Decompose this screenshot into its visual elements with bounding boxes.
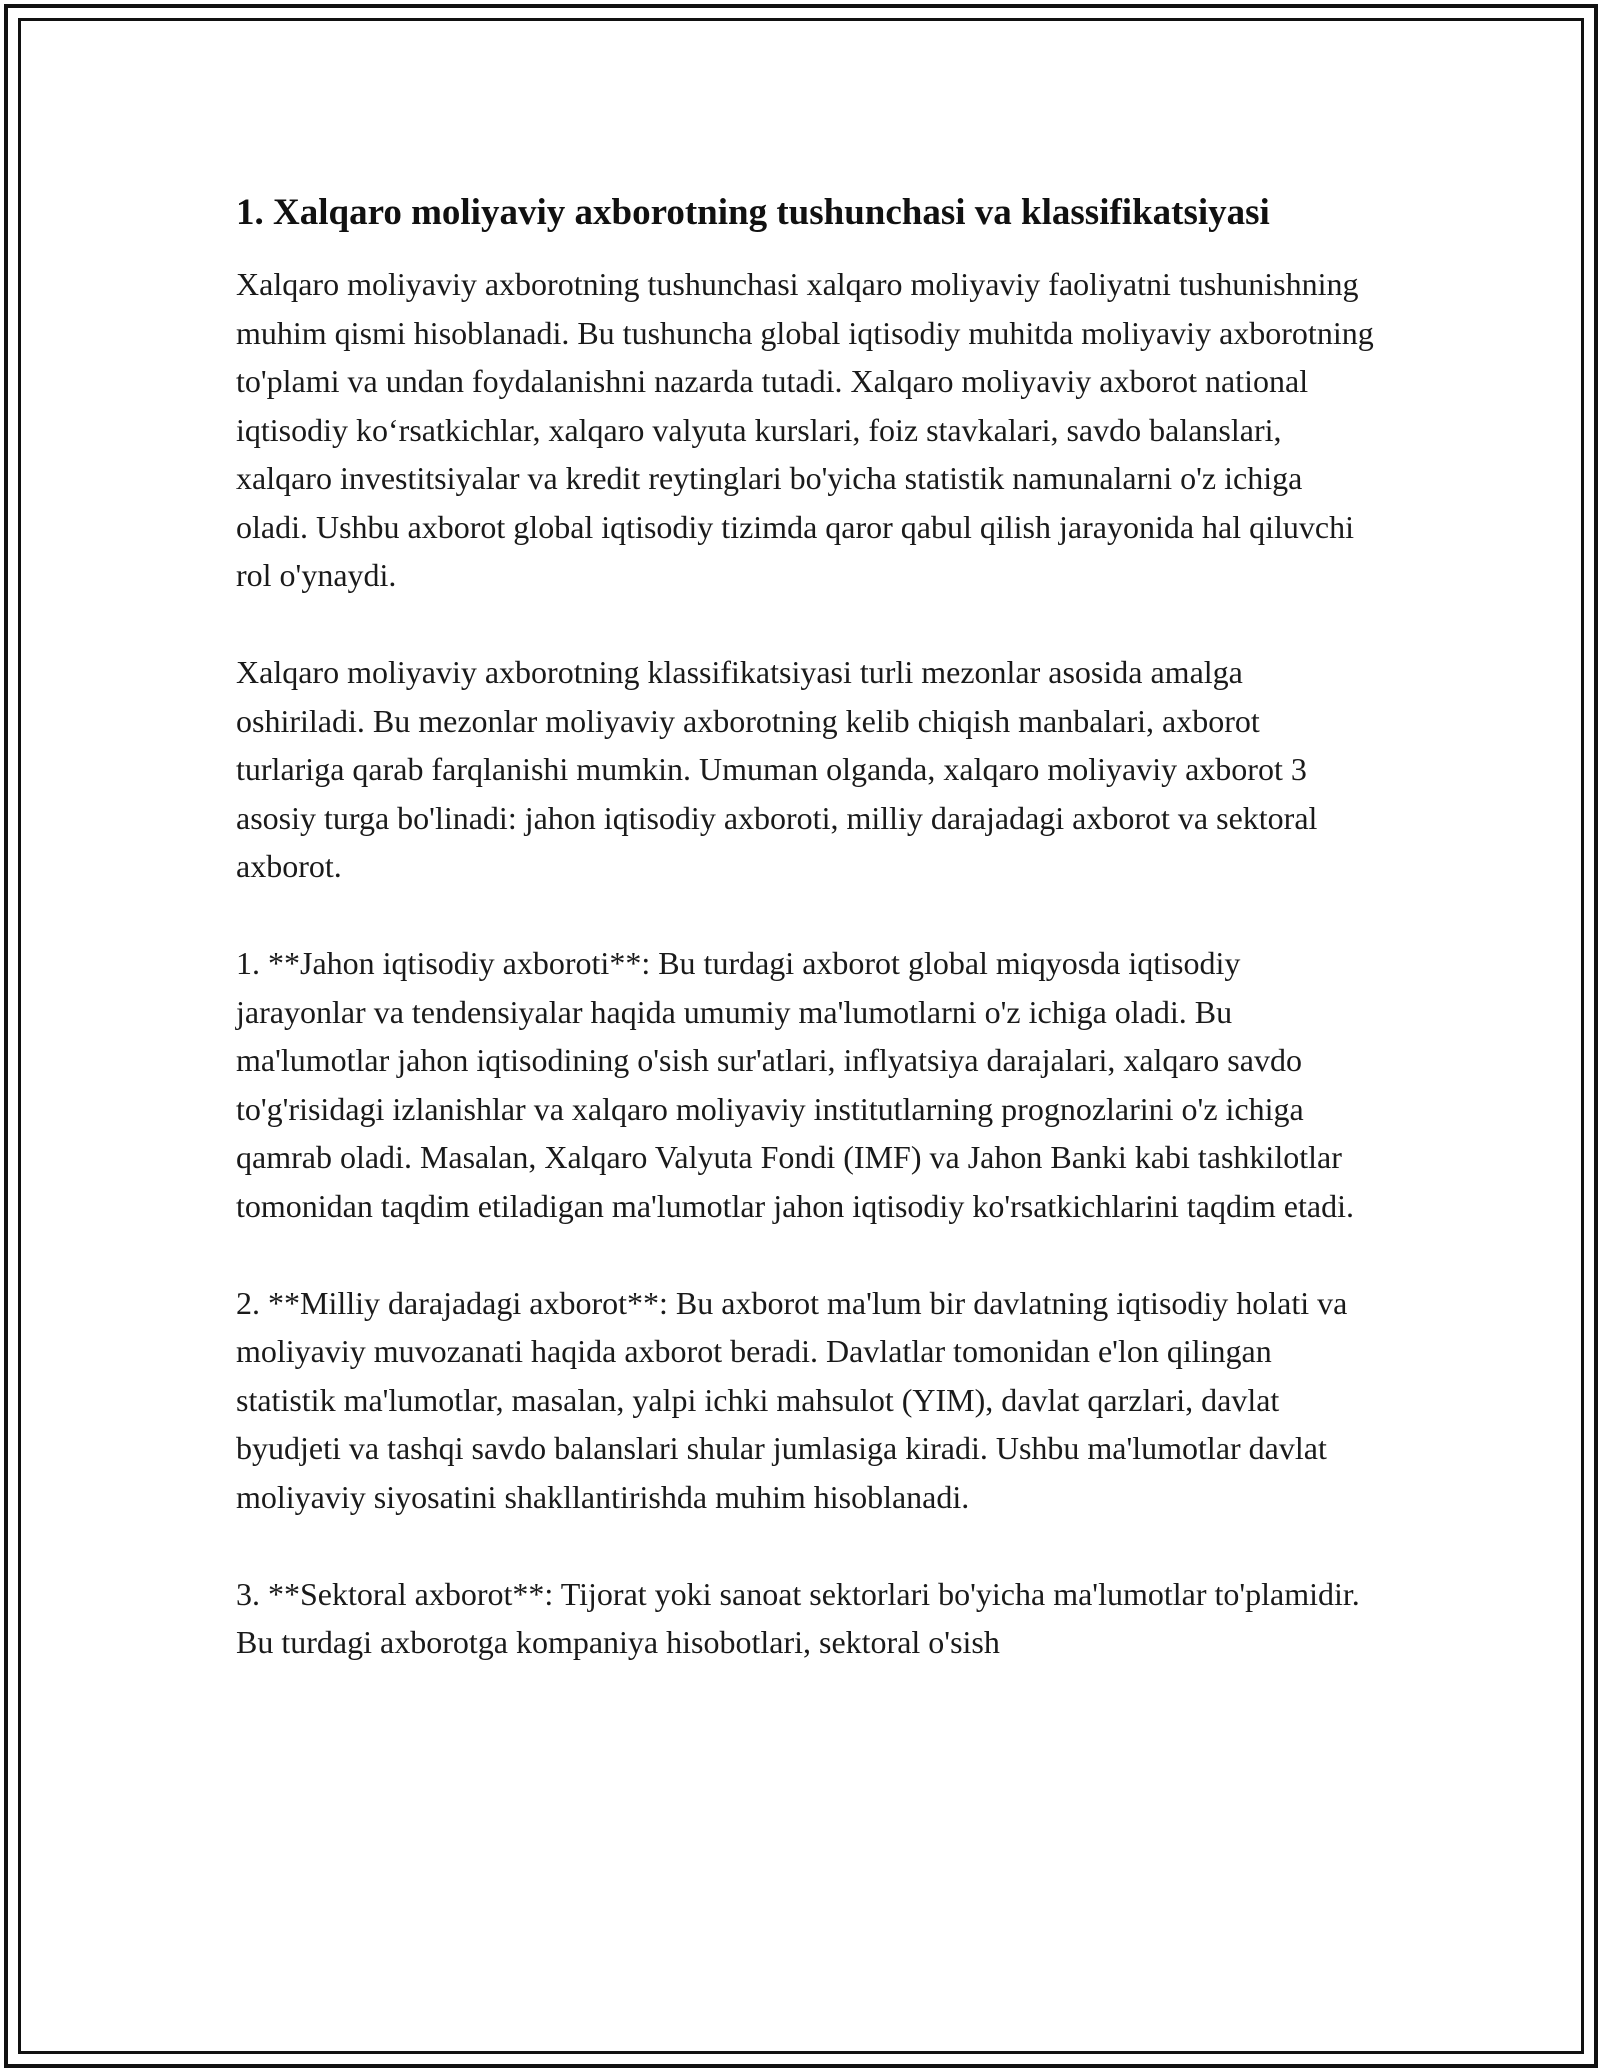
list-item-sectoral-info: 3. **Sektoral axborot**: Tijorat yoki sanoat sektorlari bo'yicha ma'lumotlar to'plamidir. Bu turdagi axborotga kompaniya hisobotlari, sektoral o'sish bbox=[236, 1575, 1360, 1660]
document-body bbox=[236, 186, 1376, 1667]
paragraph-classification: Xalqaro moliyaviy axborotning klassifikatsiyasi turli mezonlar asosida amalga oshiriladi. Bu mezonlar moliyaviy axborotning kelib chiqish manbalari, axborot turlariga qarab farqlanishi mumkin. Umuman olganda, xalqaro moliyaviy axborot 3 asosiy turga bo'linadi: jahon iqtisodiy axboroti, milliy darajadagi axborot va sektoral axborot. bbox=[236, 654, 1318, 884]
list-item-national-info: 2. **Milliy darajadagi axborot**: Bu axborot ma'lum bir davlatning iqtisodiy holati va moliyaviy muvozanati haqida axborot beradi. Davlatlar tomonidan e'lon qilingan statistik ma'lumotlar, masalan, yalpi ichki mahsulot (YIM), davlat qarzlari, davlat byudjeti va tashqi savdo balanslari shular jumlasiga kiradi. Ushbu ma'lumotlar davlat moliyaviy siyosatini shakllantirishda muhim hisoblanadi. bbox=[236, 1284, 1348, 1515]
section-heading: 1. Xalqaro moliyaviy axborotning tushunchasi va klassifikatsiyasi bbox=[236, 192, 1270, 233]
paragraph-concept: Xalqaro moliyaviy axborotning tushunchasi xalqaro moliyaviy faoliyatni tushunishning muhim qismi hisoblanadi. Bu tushuncha global iqtisodiy muhitda moliyaviy axborotning to'plami va undan foydalanishni nazarda tutadi. Xalqaro moliyaviy axborot national iqtisodiy ko‘rsatkichlar, xalqaro valyuta kurslari, foiz stavkalari, savdo balanslari, xalqaro investitsiyalar va kredit reytinglari bo'yicha statistik namunalarni o'z ichiga oladi. Ushbu axborot global iqtisodiy tizimda qaror qabul qilish jarayonida hal qiluvchi rol o'ynaydi. bbox=[236, 266, 1374, 593]
list-item-world-economic-info: 1. **Jahon iqtisodiy axboroti**: Bu turdagi axborot global miqyosda iqtisodiy jarayonlar va tendensiyalar haqida umumiy ma'lumotlarni o'z ichiga oladi. Bu ma'lumotlar jahon iqtisodining o'sish sur'atlari, inflyatsiya darajalari, xalqaro savdo to'g'risidagi izlanishlar va xalqaro moliyaviy institutlarning prognozlarini o'z ichiga qamrab oladi. Masalan, Xalqaro Valyuta Fondi (IMF) va Jahon Banki kabi tashkilotlar tomonidan taqdim etiladigan ma'lumotlar jahon iqtisodiy ko'rsatkichlarini taqdim etadi. bbox=[236, 945, 1354, 1224]
